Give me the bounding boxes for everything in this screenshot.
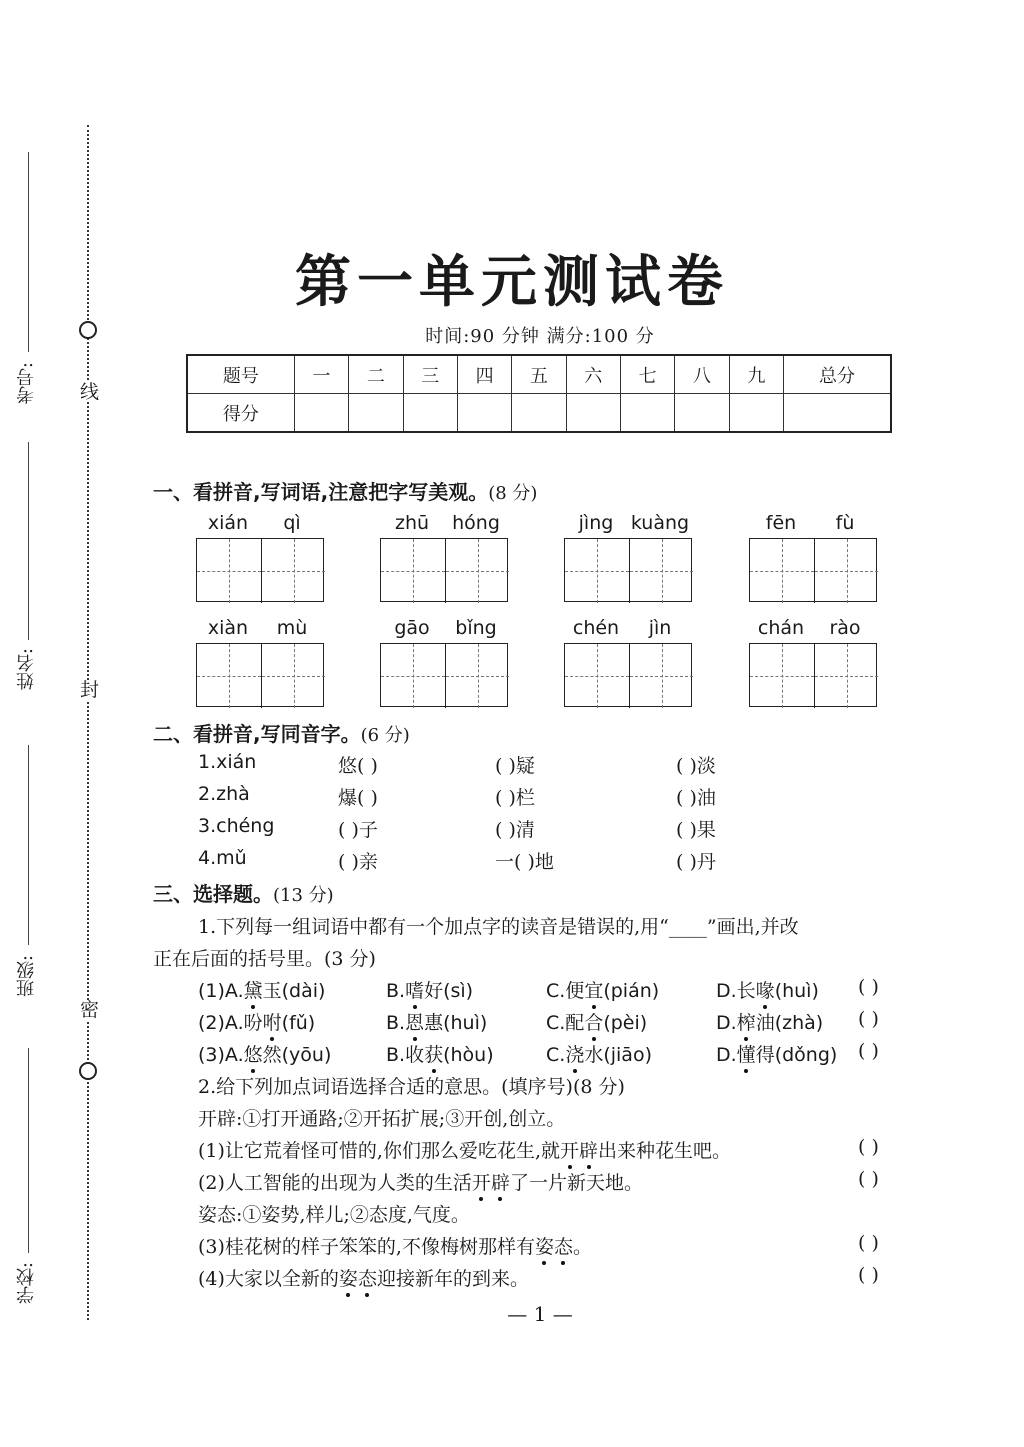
score-header-cell: 一	[294, 355, 348, 394]
score-header-cell: 题号	[187, 355, 294, 394]
option-text: 然(yōu)	[262, 1044, 332, 1066]
guide-line-horizontal	[815, 571, 878, 572]
score-cell[interactable]	[675, 394, 729, 433]
dotted-character: 悠	[244, 1040, 263, 1067]
tian-zi-ge-cell[interactable]	[197, 644, 261, 708]
homophone-blank[interactable]: ( )油	[676, 787, 716, 809]
binding-hole-bottom	[79, 1062, 97, 1080]
question-1-prompt-cont: 正在后面的括号里。(3 分)	[153, 948, 376, 970]
character-writing-grid	[196, 643, 324, 707]
option-text: C.便	[546, 980, 585, 1002]
dotted-character: 恩	[405, 1008, 424, 1035]
sentence-text: 。	[573, 1236, 593, 1258]
dotted-character: 姿	[339, 1264, 358, 1291]
dotted-word	[535, 1236, 573, 1258]
pinyin-syllable: qì	[283, 512, 301, 534]
option-number: (1)A.	[198, 980, 244, 1002]
dotted-character: 开	[472, 1168, 491, 1195]
homophone-label: 4.mǔ	[198, 847, 247, 869]
option-text: C.配	[546, 1012, 585, 1034]
guide-line-horizontal	[262, 571, 325, 572]
option-number: (2)A.	[198, 1012, 244, 1034]
homophone-blank[interactable]: 悠( )	[338, 755, 378, 777]
homophone-label: 1.xián	[198, 751, 257, 773]
binding-char-xian: 线	[80, 381, 100, 403]
score-row-label: 得分	[187, 394, 294, 433]
dotted-character: 姿	[535, 1232, 554, 1259]
margin-blank-class	[28, 745, 29, 945]
section-3-points: (13 分)	[273, 885, 334, 906]
character-writing-grid	[749, 538, 877, 602]
tian-zi-ge-cell[interactable]	[197, 539, 261, 603]
dotted-character: 懂	[737, 1040, 756, 1067]
score-cell[interactable]	[403, 394, 457, 433]
score-header-cell: 六	[566, 355, 620, 394]
score-cell[interactable]	[566, 394, 620, 433]
option-text: (huì)	[774, 980, 819, 1002]
margin-label-school: 学校:	[16, 1262, 37, 1305]
option-c[interactable]	[546, 1008, 647, 1035]
dotted-character: 态	[554, 1232, 573, 1259]
answer-bracket[interactable]: ( )	[858, 1232, 879, 1254]
option-text: B.收	[386, 1044, 425, 1066]
score-cell[interactable]	[457, 394, 511, 433]
answer-bracket[interactable]: ( )	[858, 1264, 879, 1286]
option-a[interactable]	[198, 1008, 315, 1035]
section-2-points: (6 分)	[360, 725, 410, 746]
pinyin-syllable: xián	[207, 512, 249, 534]
dotted-character: 获	[424, 1040, 443, 1067]
section-1-heading: 一、看拼音,写词语,注意把字写美观。	[153, 480, 489, 504]
binding-char-feng: 封	[80, 679, 100, 701]
question-2-prompt: 2.给下列加点词语选择合适的意思。(填序号)(8 分)	[198, 1076, 625, 1098]
section-3-title	[153, 878, 334, 907]
pinyin-syllable: bǐng	[455, 617, 497, 639]
character-writing-grid	[196, 538, 324, 602]
option-text: (pián)	[603, 980, 660, 1002]
homophone-blank[interactable]: ( )子	[338, 819, 378, 841]
homophone-blank[interactable]: ( )果	[676, 819, 716, 841]
score-cell[interactable]	[294, 394, 348, 433]
page-title: 第一单元测试卷	[295, 249, 729, 315]
dotted-character: 辟	[491, 1168, 510, 1195]
pinyin-syllable: fēn	[765, 512, 797, 534]
option-text: D.	[716, 1044, 737, 1066]
pinyin-syllable: chén	[572, 617, 620, 639]
dotted-character: 咐	[263, 1008, 282, 1035]
dotted-character: 嗜	[405, 976, 424, 1003]
tian-zi-ge-cell[interactable]	[750, 644, 814, 708]
answer-bracket[interactable]: ( )	[858, 1136, 879, 1158]
answer-bracket[interactable]: ( )	[858, 976, 879, 998]
homophone-blank[interactable]: ( )栏	[495, 787, 535, 809]
section-3-heading: 三、选择题。	[153, 882, 273, 906]
score-table-header-row	[187, 355, 891, 394]
pinyin-syllable: hóng	[452, 512, 500, 534]
pinyin-syllable: rào	[829, 617, 861, 639]
guide-line-horizontal	[630, 676, 693, 677]
tian-zi-ge-cell[interactable]	[565, 539, 629, 603]
option-b[interactable]	[386, 976, 473, 1003]
dotted-character: 榨	[737, 1008, 756, 1035]
section-1-points: (8 分)	[488, 483, 538, 504]
margin-label-name: 姓名:	[16, 648, 37, 691]
section-2-heading: 二、看拼音,写同音字。	[153, 722, 361, 746]
character-writing-grid	[749, 643, 877, 707]
homophone-blank[interactable]: ( )疑	[495, 755, 535, 777]
tian-zi-ge-cell[interactable]	[381, 644, 445, 708]
score-table	[186, 354, 892, 433]
guide-line-horizontal	[750, 676, 814, 677]
sentence-text: 迎接新年的到来。	[376, 1268, 529, 1290]
sentence-text: (1)让它荒着怪可惜的,你们那么爱吃花生,就	[198, 1140, 560, 1162]
character-writing-grid	[380, 643, 508, 707]
sentence	[198, 1136, 731, 1163]
guide-line-horizontal	[446, 571, 509, 572]
section-1-title	[153, 476, 537, 505]
homophone-blank[interactable]: ( )丹	[676, 851, 716, 873]
homophone-blank[interactable]: ( )亲	[338, 851, 378, 873]
option-text: 吩	[243, 1012, 263, 1034]
option-text: (pèi)	[603, 1012, 648, 1034]
character-writing-grid	[564, 643, 692, 707]
margin-label-exam-number: 考号:	[16, 362, 37, 405]
option-d[interactable]	[716, 976, 819, 1003]
option-text: C.	[546, 1044, 566, 1066]
option-text: D.	[716, 1012, 737, 1034]
margin-label-class: 班级:	[16, 955, 37, 998]
option-c[interactable]	[546, 1040, 652, 1067]
option-number: (3)A.	[198, 1044, 244, 1066]
option-d[interactable]	[716, 1040, 837, 1067]
score-header-cell: 五	[512, 355, 566, 394]
dotted-character: 开	[560, 1136, 579, 1163]
sentence-text: (3)桂花树的样子笨笨的,不像梅树那样有	[198, 1236, 535, 1258]
score-header-cell: 三	[403, 355, 457, 394]
definition-zitai: 姿态:①姿势,样儿;②态度,气度。	[198, 1204, 470, 1226]
option-text: 玉(dài)	[262, 980, 326, 1002]
score-cell[interactable]	[512, 394, 566, 433]
guide-line-horizontal	[750, 571, 814, 572]
option-a[interactable]	[198, 1040, 331, 1067]
dotted-character: 辟	[579, 1136, 598, 1163]
score-header-cell: 八	[675, 355, 729, 394]
homophone-label: 2.zhà	[198, 783, 250, 805]
tian-zi-ge-cell[interactable]	[565, 644, 629, 708]
option-text: (hòu)	[443, 1044, 494, 1066]
tian-zi-ge-cell[interactable]	[445, 539, 509, 603]
guide-line-horizontal	[565, 571, 629, 572]
tian-zi-ge-cell[interactable]	[814, 644, 878, 708]
guide-line-horizontal	[262, 676, 325, 677]
option-text: B.	[386, 1012, 406, 1034]
option-text: 好(sì)	[424, 980, 474, 1002]
score-cell[interactable]	[349, 394, 403, 433]
tian-zi-ge-cell[interactable]	[261, 539, 325, 603]
tian-zi-ge-cell[interactable]	[445, 644, 509, 708]
pinyin-syllable: jìng	[578, 512, 614, 534]
option-a[interactable]	[198, 976, 325, 1003]
pinyin-syllable: chán	[757, 617, 805, 639]
guide-line-horizontal	[381, 676, 445, 677]
tian-zi-ge-cell[interactable]	[750, 539, 814, 603]
answer-bracket[interactable]: ( )	[858, 1040, 879, 1062]
question-1-prompt: 1.下列每一组词语中都有一个加点字的读音是错误的,用“____”画出,并改	[198, 916, 799, 938]
dotted-character: 喙	[756, 976, 775, 1003]
pinyin-syllable: gāo	[394, 617, 430, 639]
score-header-cell: 九	[729, 355, 783, 394]
option-text: D.长	[716, 980, 756, 1002]
score-table-score-row	[187, 394, 891, 433]
score-header-cell: 四	[457, 355, 511, 394]
option-b[interactable]	[386, 1040, 494, 1067]
homophone-label: 3.chéng	[198, 815, 275, 837]
dotted-character: 浇	[565, 1040, 584, 1067]
score-header-cell: 七	[620, 355, 674, 394]
guide-line-horizontal	[630, 571, 693, 572]
guide-line-horizontal	[197, 676, 261, 677]
guide-line-horizontal	[381, 571, 445, 572]
pinyin-syllable: zhū	[394, 512, 430, 534]
option-b[interactable]	[386, 1008, 487, 1035]
tian-zi-ge-cell[interactable]	[814, 539, 878, 603]
sentence	[198, 1264, 529, 1291]
exam-time-and-score: 时间:90 分钟 满分:100 分	[425, 326, 655, 347]
guide-line-horizontal	[565, 676, 629, 677]
dotted-character: 黛	[244, 976, 263, 1003]
tian-zi-ge-cell[interactable]	[261, 644, 325, 708]
dotted-word	[472, 1172, 510, 1194]
margin-blank-school	[28, 1048, 29, 1253]
option-text: 得(dǒng)	[755, 1044, 838, 1066]
sentence-text: (4)大家以全新的	[198, 1268, 339, 1290]
dotted-character: 合	[584, 1008, 603, 1035]
guide-line-horizontal	[197, 571, 261, 572]
homophone-blank[interactable]: ( )清	[495, 819, 535, 841]
pinyin-syllable: fù	[835, 512, 855, 534]
character-writing-grid	[564, 538, 692, 602]
guide-line-horizontal	[815, 676, 878, 677]
tian-zi-ge-cell[interactable]	[381, 539, 445, 603]
definition-kaipi: 开辟:①打开通路;②开拓扩展;③开创,创立。	[198, 1108, 566, 1130]
score-header-cell: 总分	[784, 355, 891, 394]
tian-zi-ge-cell[interactable]	[629, 644, 693, 708]
pinyin-syllable: xiàn	[207, 617, 249, 639]
option-text: 水(jiāo)	[584, 1044, 652, 1066]
option-text: 惠(huì)	[424, 1012, 488, 1034]
score-cell[interactable]	[784, 394, 891, 433]
tian-zi-ge-cell[interactable]	[629, 539, 693, 603]
sentence-text: 了一片新天地。	[509, 1172, 643, 1194]
answer-bracket[interactable]: ( )	[858, 1168, 879, 1190]
sentence-text: (2)人工智能的出现为人类的生活	[198, 1172, 472, 1194]
homophone-blank[interactable]: ( )淡	[676, 755, 716, 777]
dotted-character: 宜	[584, 976, 603, 1003]
homophone-blank[interactable]: 一( )地	[495, 851, 554, 873]
dotted-word	[339, 1268, 377, 1290]
character-writing-grid	[380, 538, 508, 602]
option-d[interactable]	[716, 1008, 823, 1035]
binding-char-mi: 密	[80, 999, 100, 1021]
dotted-word	[560, 1140, 598, 1162]
score-cell[interactable]	[729, 394, 783, 433]
sentence	[198, 1168, 643, 1195]
option-text: 油(zhà)	[755, 1012, 824, 1034]
guide-line-horizontal	[446, 676, 509, 677]
option-c[interactable]	[546, 976, 659, 1003]
dotted-character: 态	[358, 1264, 377, 1291]
option-text: (fǔ)	[281, 1012, 316, 1034]
pinyin-syllable: mù	[276, 617, 308, 639]
homophone-blank[interactable]: 爆( )	[338, 787, 378, 809]
score-header-cell: 二	[349, 355, 403, 394]
score-cell[interactable]	[620, 394, 674, 433]
pinyin-syllable: jìn	[648, 617, 672, 639]
sentence	[198, 1232, 592, 1259]
page-number: — 1 —	[507, 1302, 573, 1326]
sentence-text: 出来种花生吧。	[598, 1140, 732, 1162]
answer-bracket[interactable]: ( )	[858, 1008, 879, 1030]
pinyin-syllable: kuàng	[630, 512, 690, 534]
option-text: B.	[386, 980, 406, 1002]
margin-blank-name	[28, 442, 29, 640]
section-2-title	[153, 718, 410, 747]
